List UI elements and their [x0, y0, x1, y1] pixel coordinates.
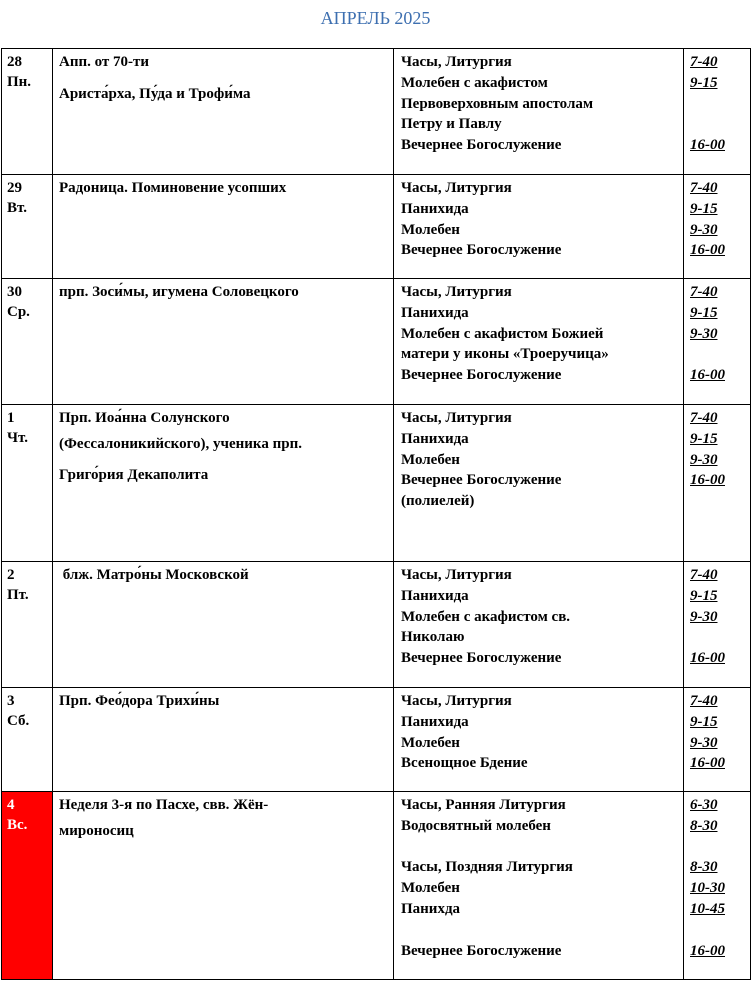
feast-cell [53, 49, 394, 175]
feast-line: (Фессалоникийского), ученика прп. [59, 436, 302, 452]
feast-cell [53, 562, 394, 688]
service-time: 7-40 [690, 693, 718, 709]
service-line: Молебен [401, 221, 460, 238]
service-line: Николаю [401, 629, 465, 646]
day-cell [2, 562, 53, 688]
feast-cell [53, 279, 394, 405]
times-cell [684, 405, 751, 562]
service-line: Молебен [401, 880, 460, 897]
service-line: Панихида [401, 304, 469, 321]
feast-line: прп. Зоси́мы, игумена Соловецкого [59, 284, 299, 300]
day-number: 1 [7, 410, 15, 426]
day-number: 29 [7, 180, 22, 196]
day-cell [2, 49, 53, 175]
service-line: Водосвятный молебен [401, 817, 551, 834]
service-line: Молебен с акафистом [401, 74, 548, 91]
service-time: 7-40 [690, 180, 718, 196]
day-number: 28 [7, 54, 22, 70]
service-line: Панихида [401, 587, 469, 604]
service-line: Вечернее Богослужение [401, 367, 562, 384]
feast-cell [53, 688, 394, 792]
service-line: Часы, Литургия [401, 284, 512, 300]
service-line: Часы, Литургия [401, 693, 512, 709]
schedule-table [1, 48, 751, 980]
services-cell [394, 405, 684, 562]
weekday: Вс. [7, 817, 28, 833]
weekday: Чт. [7, 430, 28, 446]
table-row [2, 49, 751, 175]
service-time: 10-45 [690, 900, 725, 917]
services-cell [394, 562, 684, 688]
table-row [2, 792, 751, 980]
service-line: Часы, Литургия [401, 410, 512, 426]
times-cell [684, 279, 751, 405]
day-cell [2, 688, 53, 792]
service-time: 9-30 [690, 221, 718, 238]
times-cell [684, 562, 751, 688]
table-row [2, 688, 751, 792]
service-line: Вечернее Богослужение [401, 242, 562, 259]
service-line: Часы, Литургия [401, 180, 512, 196]
service-line: Молебен [401, 451, 460, 468]
table-row [2, 175, 751, 279]
service-time: 9-15 [690, 200, 718, 217]
service-time: 16-00 [690, 650, 725, 667]
service-time: 16-00 [690, 242, 725, 259]
service-time: 9-30 [690, 451, 718, 468]
service-time: 7-40 [690, 54, 718, 70]
feast-line: Прп. Иоа́нна Солунского [59, 410, 230, 426]
service-time: 16-00 [690, 367, 725, 384]
service-line: Панихида [401, 200, 469, 217]
service-line: Часы, Литургия [401, 567, 512, 583]
day-number: 3 [7, 693, 15, 709]
service-time: 7-40 [690, 410, 718, 426]
service-line [401, 920, 677, 941]
services-cell [394, 279, 684, 405]
weekday: Вт. [7, 200, 27, 216]
service-line: (полиелей) [401, 493, 475, 510]
feast-line: Неделя 3-я по Пасхе, свв. Жён- [59, 797, 269, 813]
times-cell [684, 49, 751, 175]
service-time: 8-30 [690, 859, 718, 876]
feast-cell [53, 405, 394, 562]
service-line: Вечернее Богослужение [401, 137, 562, 154]
service-line: Молебен с акафистом св. [401, 608, 571, 625]
feast-line: Григо́рия Декаполита [59, 467, 209, 483]
service-line: Вечернее Богослужение [401, 650, 562, 667]
feast-cell [53, 792, 394, 980]
service-line: Часы, Поздняя Литургия [401, 859, 573, 876]
feast-line: блж. Матро́ны Московской [59, 567, 249, 583]
service-line: Панихида [401, 713, 469, 730]
table-row [2, 279, 751, 405]
service-time: 9-15 [690, 430, 718, 447]
service-time: 9-30 [690, 608, 718, 625]
service-line: Молебен с акафистом Божией [401, 325, 604, 342]
service-time: 7-40 [690, 567, 718, 583]
service-line: Панихида [401, 430, 469, 447]
service-line: матери у иконы «Троеручица» [401, 346, 609, 363]
service-line: Часы, Литургия [401, 54, 512, 70]
service-time: 9-30 [690, 325, 718, 342]
services-cell [394, 49, 684, 175]
service-time: 9-30 [690, 734, 718, 751]
day-cell-sunday [2, 792, 53, 980]
service-time: 16-00 [690, 755, 725, 772]
service-line: Вечернее Богослужение [401, 472, 562, 489]
day-cell [2, 279, 53, 405]
feast-line: Прп. Фео́дора Трихи́ны [59, 693, 220, 709]
service-time: 9-15 [690, 713, 718, 730]
service-time: 9-15 [690, 74, 718, 91]
service-time: 8-30 [690, 817, 718, 834]
service-time: 16-00 [690, 942, 725, 959]
service-time: 16-00 [690, 472, 725, 489]
feast-line: мироносиц [59, 823, 134, 839]
weekday: Сб. [7, 713, 30, 729]
services-cell [394, 688, 684, 792]
service-time: 9-15 [690, 304, 718, 321]
weekday: Ср. [7, 304, 30, 320]
feast-line: Радоница. Поминовение усопших [59, 180, 287, 196]
service-time: 16-00 [690, 137, 725, 154]
day-cell [2, 405, 53, 562]
feast-cell [53, 175, 394, 279]
table-row [2, 562, 751, 688]
service-line: Молебен [401, 734, 460, 751]
day-number: 2 [7, 567, 15, 583]
services-cell [394, 792, 684, 980]
service-line: Первоверховным апостолам [401, 95, 594, 112]
weekday: Пт. [7, 587, 29, 603]
day-number: 30 [7, 284, 22, 300]
feast-line: Апп. от 70-ти [59, 54, 150, 70]
services-cell [394, 175, 684, 279]
service-time: 6-30 [690, 797, 718, 813]
service-line: Всенощное Бдение [401, 755, 528, 772]
service-line: Панихда [401, 900, 461, 917]
service-line: Вечернее Богослужение [401, 942, 562, 959]
service-line [401, 837, 677, 858]
service-time: 9-15 [690, 587, 718, 604]
service-time: 7-40 [690, 284, 718, 300]
table-row [2, 405, 751, 562]
service-time: 10-30 [690, 880, 725, 897]
times-cell [684, 175, 751, 279]
weekday: Пн. [7, 74, 32, 90]
day-number: 4 [7, 797, 15, 813]
times-cell [684, 792, 751, 980]
times-cell [684, 688, 751, 792]
service-line: Петру и Павлу [401, 116, 502, 133]
day-cell [2, 175, 53, 279]
feast-line: Ариста́рха, Пу́да и Трофи́ма [59, 86, 251, 102]
service-line: Часы, Ранняя Литургия [401, 797, 566, 813]
page-title: АПРЕЛЬ 2025 [320, 8, 431, 28]
